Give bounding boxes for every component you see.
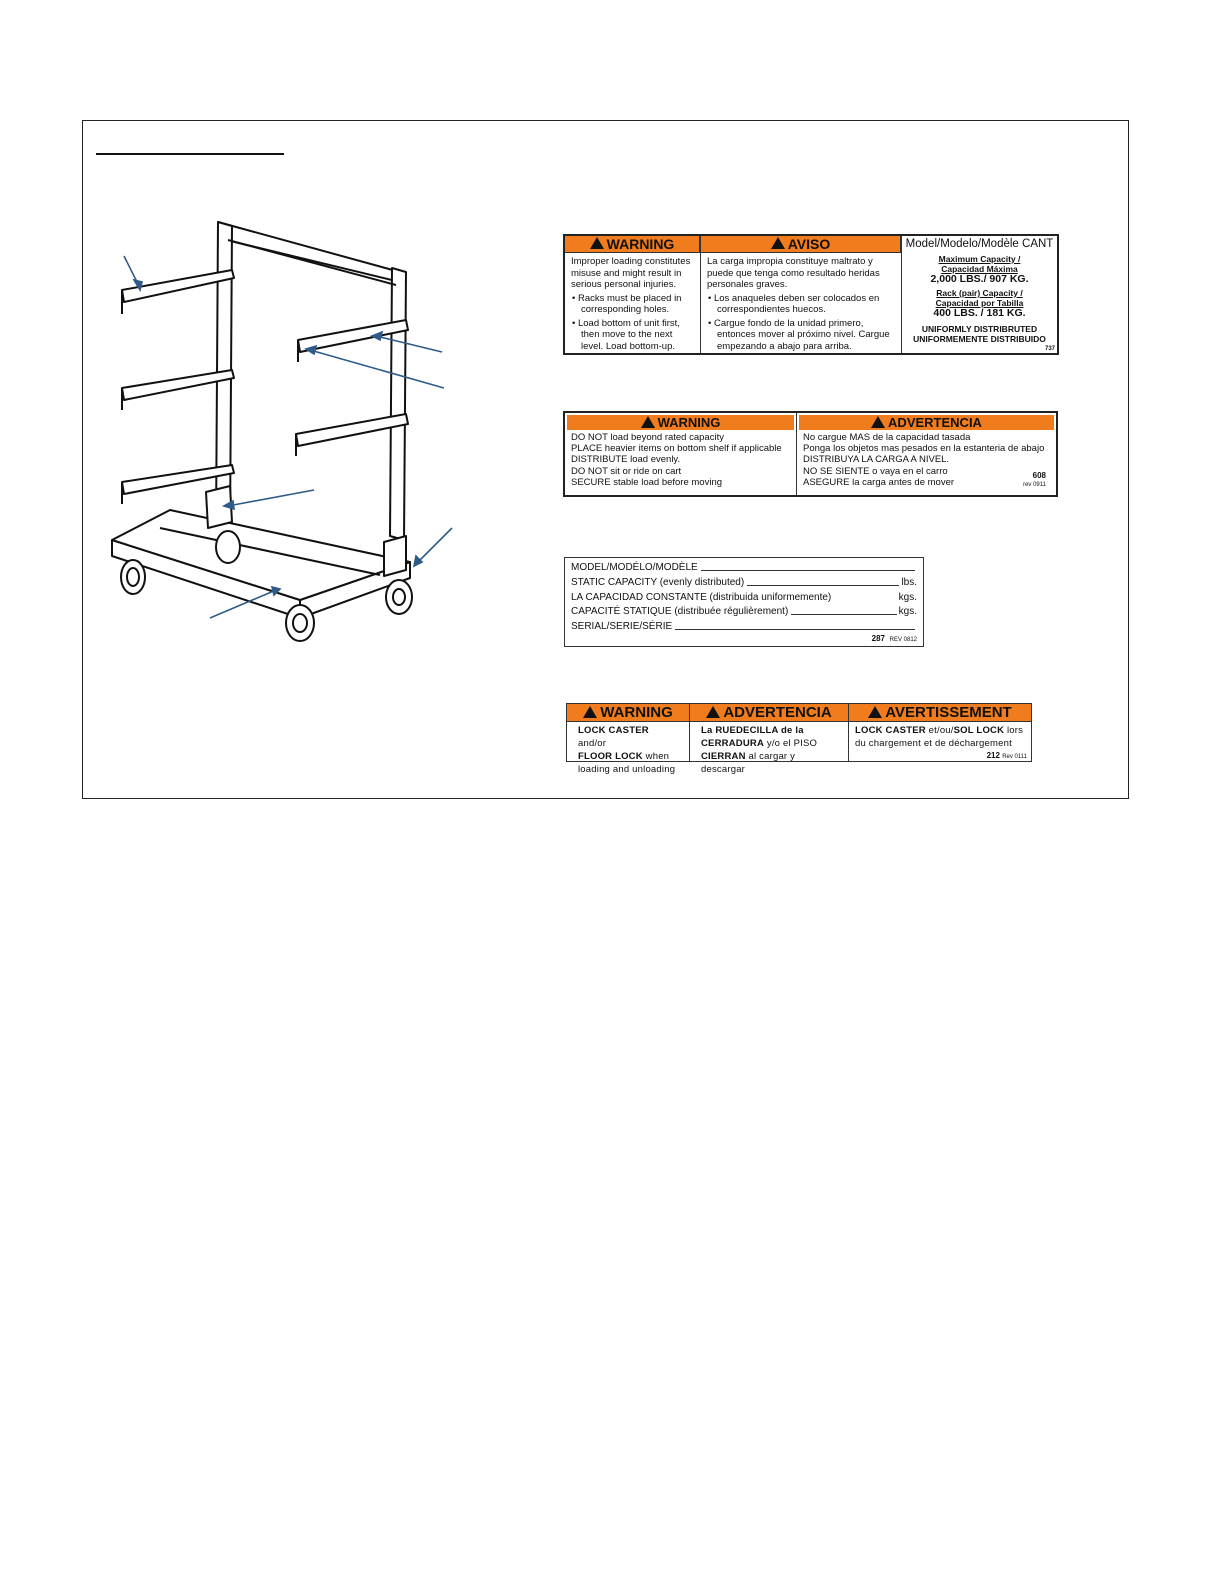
warning-bullet: • Racks must be placed in corresponding holes.: [572, 292, 682, 315]
label-212-caster-lock: [566, 703, 1032, 775]
avertissement-header: AVERTISSEMENT: [849, 704, 1031, 722]
label-code: 737: [1044, 346, 1055, 352]
warning-triangle-icon: [871, 416, 885, 428]
warning-triangle-icon: [583, 706, 597, 718]
warning-header: WARNING: [567, 415, 794, 430]
warning-column: [565, 236, 701, 353]
label-code: 287: [871, 634, 885, 643]
warning-triangle-icon: [771, 237, 785, 249]
advertencia-column: ADVERTENCIA La RUEDECILLA de la CERRADURA y/o el PISO CIERRAN al cargar y descargar: [690, 704, 849, 761]
label-rev: rev 0911: [1023, 482, 1046, 488]
title-underline: [96, 153, 284, 155]
serial-line: [675, 629, 915, 630]
advertencia-header: ADVERTENCIA: [799, 415, 1054, 430]
warning-column: WARNING DO NOT load beyond rated capacity PLACE heavier items on bottom shelf if applicable DISTRIBUTE load evenly. DO NOT sit or ride on cart SECURE stable load before moving: [565, 413, 797, 495]
label-608-warning: [563, 411, 1058, 497]
label-code: 212: [986, 751, 1000, 760]
label-rev: REV 0812: [889, 637, 917, 643]
aviso-bullet: • Los anaqueles deben ser colocados en correspondientes huecos.: [708, 292, 880, 315]
advertencia-column: ADVERTENCIA No cargue MAS de la capacidad tasada Ponga los objetos mas pesados en la estanteria de abajo DISTRIBUYA LA CARGA A NIVEL. NO SE SIENTE o vaya en el carro ASEGURE la carga antes de mover 608 rev 0911: [797, 413, 1056, 495]
aviso-header: AVISO: [701, 236, 901, 253]
rack-capacity-value: 400 LBS. / 181 KG.: [933, 307, 1026, 319]
aviso-column: [701, 236, 902, 353]
label-737-capacity: [563, 234, 1059, 355]
warning-column: WARNING LOCK CASTER and/or FLOOR LOCK when loading and unloading: [567, 704, 690, 761]
model-field-line: [701, 570, 915, 571]
max-capacity-value: 2,000 LBS./ 907 KG.: [930, 273, 1029, 285]
aviso-bullet: • Cargue fondo de la unidad primero, entonces mover al próximo nivel. Cargue empezando a abajo para arriba.: [708, 317, 890, 352]
model-line: Model/Modelo/Modèle CANT: [905, 238, 1054, 250]
model-field-label: MODEL/MODÉLO/MODÈLE: [571, 562, 698, 573]
warning-intro: Improper loading constitutes misuse and might result in serious personal injuries.: [571, 256, 691, 290]
statique-line: [791, 614, 896, 615]
label-code: 608: [1032, 471, 1046, 480]
capacity-column: Model/Modelo/Modèle CANT Maximum Capacity / Capacidad Máxima 2,000 LBS./ 907 KG. Rack (pair) Capacity / Capacidad por Tabilla 400 LBS. / 181 KG. UNIFORMLY DISTRIBRUTED UNIFORMEMENTE DISTRIBUIDO 737: [902, 236, 1057, 353]
advertencia-header: ADVERTENCIA: [690, 704, 848, 722]
warning-triangle-icon: [706, 706, 720, 718]
label-rev: Rev 0111: [1002, 754, 1027, 760]
warning-triangle-icon: [590, 237, 604, 249]
warning-header: WARNING: [567, 704, 689, 722]
cantilever-cart-icon: [100, 210, 460, 660]
label-287-serial-plate: MODEL/MODÉLO/MODÈLE STATIC CAPACITY (evenly distributed) lbs. LA CAPACIDAD CONSTANTE (distribuida uniformemente) kgs. CAPACITÉ STATIQUE (distribuée régulièrement) kgs. SERIAL/SERIE/SÉRIE 287 REV 0812: [564, 557, 924, 647]
avertissement-column: AVERTISSEMENT LOCK CASTER et/ou/SOL LOCK lors du chargement et de déchargement 212 Rev 0111: [849, 704, 1031, 761]
warning-triangle-icon: [641, 416, 655, 428]
warning-bullet: • Load bottom of unit first, then move to the next level. Load bottom-up.: [572, 317, 680, 352]
static-capacity-line: [747, 585, 899, 586]
warning-header: WARNING: [565, 236, 700, 253]
aviso-intro: La carga impropia constituye maltrato y puede que tenga como resultado heridas personales graves.: [707, 256, 880, 290]
warning-triangle-icon: [868, 706, 882, 718]
